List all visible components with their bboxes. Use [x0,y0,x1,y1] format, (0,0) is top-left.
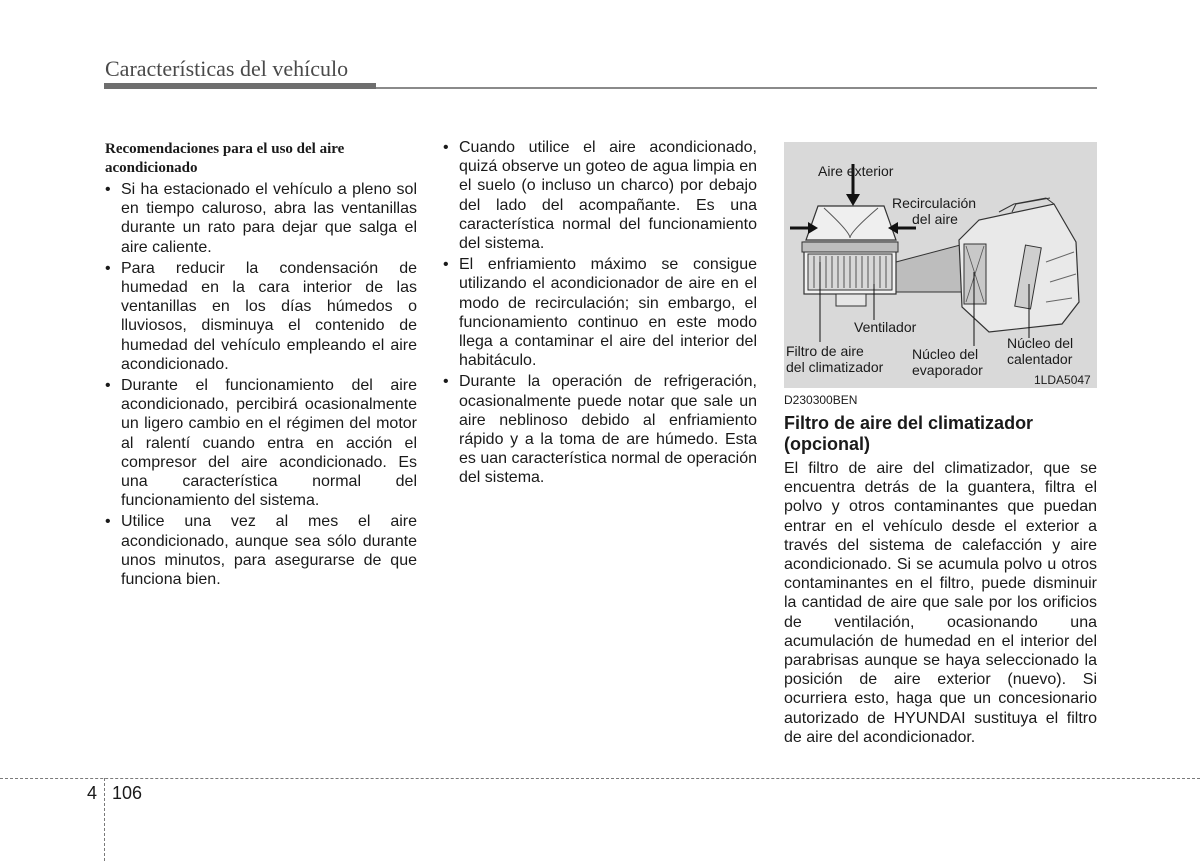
figure-code: D230300BEN [784,393,858,407]
column-1 [105,140,417,591]
label-recirculation-2: del aire [912,211,958,227]
column-3 [784,393,1097,747]
section-title: Filtro de aire del climatizador (opcional) [784,413,1034,454]
list-item: • Durante la operación de refrigeración, ocasionalmente puede notar que sale un aire neblinoso debido al enfriamiento rápido y a la toma de are húmedo. Esta es uan característica normal de operación del sistema. [443,372,757,487]
page-header-title: Características del vehículo [105,56,349,81]
ac-recommendations-heading: Recomendaciones para el uso del aire acondicionado [105,141,345,176]
footer-margin-rule [104,778,105,861]
footer-rule [0,778,1200,779]
ac-notes-list [443,138,757,488]
list-item: • El enfriamiento máximo se consigue utilizando el acondicionador de aire en el modo de recirculación; sin embargo, el funcionamiento continuo en este modo llega a contaminar el aire del interior del habitáculo. [443,255,757,370]
label-evaporator-1: Núcleo del [912,346,979,362]
climate-filter-diagram [784,142,1097,388]
chapter-number: 4 [87,783,98,803]
label-filter-2: del climatizador [786,359,884,375]
list-item: • Si ha estacionado el vehículo a pleno sol en tiempo caluroso, abra las ventanillas durante un rato para dejar que salga el aire caliente. [105,180,417,257]
label-heater-1: Núcleo del [1007,335,1074,351]
ac-recommendations-list [105,180,417,589]
header-rule-light [376,87,1097,89]
label-filter-1: Filtro de aire [786,343,864,359]
section-body: El filtro de aire del climatizador, que se encuentra detrás de la guantera, filtra el polvo y otros contaminantes que puedan entrar en el vehículo desde el exterior a través del sistema de calefacción y aire acondicionado. Si se acumula polvo u otros contaminantes en el filtro, puede disminuir la cantidad de aire que sale por los orificios de ventilación, ocasionando una acumulación de humedad en el interior del parabrisas aunque se haya seleccionado la posición de aire exterior (nuevo). Si ocurriera esto, haga que un concesionario autorizado de HYUNDAI sustituya el filtro de aire del acondicionador. [784,460,1097,746]
label-image-code: 1LDA5047 [1034,373,1091,387]
list-item: • Utilice una vez al mes el aire acondicionado, aunque sea sólo durante unos minutos, para asegurarse de que funciona bien. [105,512,417,589]
page-number: 106 [112,783,143,803]
label-blower: Ventilador [854,319,917,335]
list-item: • Cuando utilice el aire acondicionado, quizá observe un goteo de agua limpia en el suelo (o incluso un charco) por debajo del lado del acompañante. Es una característica normal del funcionamiento del sistema. [443,138,757,253]
label-outside-air: Aire exterior [818,163,894,179]
list-item: • Para reducir la condensación de humedad en la cara interior de las ventanillas en los días húmedos o lluviosos, disminuya el contenido de humedad del vehículo empleando el aire acondicionado. [105,259,417,374]
column-2 [443,138,757,490]
label-recirculation-1: Recirculación [892,195,977,211]
label-evaporator-2: evaporador [912,362,983,378]
label-heater-2: calentador [1007,351,1073,367]
list-item: • Durante el funcionamiento del aire acondicionado, percibirá ocasionalmente un ligero cambio en el régimen del motor al ralentí cuando entra en acción el compresor del aire acondicionado. Es una característica normal del funcionamiento del sistema. [105,376,417,510]
header-rule-dark [104,83,376,89]
